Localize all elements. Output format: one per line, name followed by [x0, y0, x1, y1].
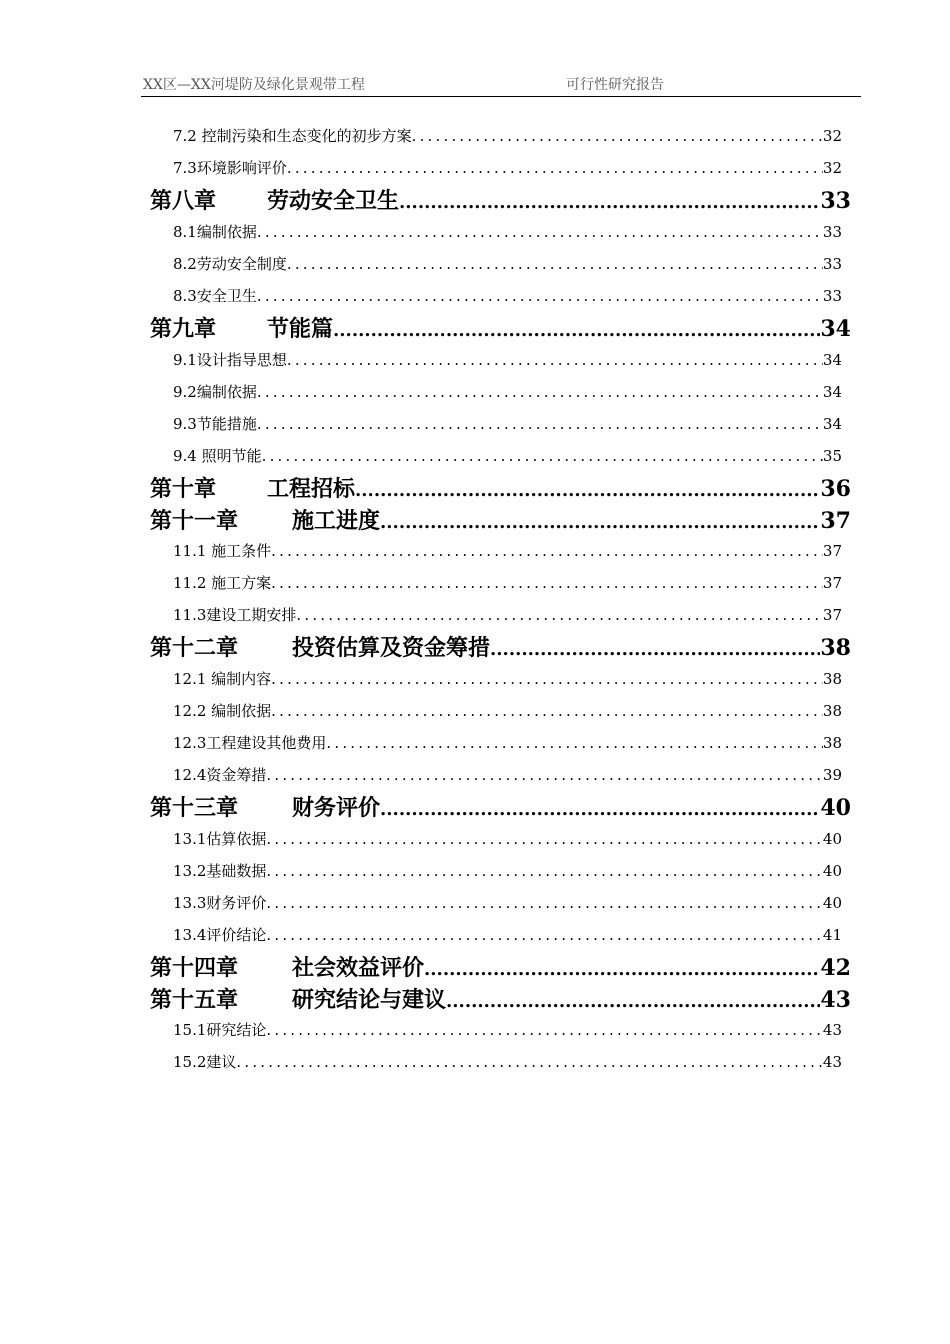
toc-page-number: 37: [822, 606, 842, 624]
toc-chapter-entry[interactable]: [150, 951, 851, 981]
toc-page-number: 36: [820, 476, 851, 502]
toc-section-entry[interactable]: [173, 413, 842, 435]
toc-chapter-number: 第十一章: [150, 508, 239, 534]
toc-chapter-entry[interactable]: [150, 504, 851, 534]
toc-section-label: 9.1设计指导思想: [173, 351, 287, 369]
toc-leader-dots: [266, 894, 823, 912]
toc-chapter-entry[interactable]: [150, 184, 851, 214]
toc-section-entry[interactable]: [173, 604, 842, 626]
toc-page-number: 38: [822, 734, 842, 752]
toc-page-number: 35: [822, 447, 842, 465]
toc-leader-dots: [271, 702, 823, 720]
toc-leader-dots: [412, 127, 823, 145]
toc-chapter-number: 第九章: [150, 316, 217, 342]
toc-chapter-label: [150, 951, 424, 981]
toc-leader-dots: [266, 1021, 823, 1039]
toc-section-entry[interactable]: [173, 1051, 842, 1073]
toc-section-entry[interactable]: [173, 892, 842, 914]
toc-leader-dots: [266, 766, 823, 784]
header-report-title: 可行性研究报告: [566, 77, 664, 93]
toc-page-number: 38: [820, 635, 851, 661]
toc-chapter-label: [150, 184, 399, 214]
toc-page-number: 38: [822, 702, 842, 720]
toc-section-label: 7.2 控制污染和生态变化的初步方案: [173, 127, 412, 145]
toc-leader-dots: [266, 862, 823, 880]
toc-section-entry[interactable]: [173, 253, 842, 275]
toc-chapter-number: 第八章: [150, 188, 217, 214]
toc-leader-dots: [266, 830, 823, 848]
toc-chapter-entry[interactable]: [150, 472, 851, 502]
toc-leader-dots: [262, 447, 823, 465]
toc-section-entry[interactable]: [173, 668, 842, 690]
toc-page-number: 43: [820, 987, 851, 1013]
toc-section-entry[interactable]: [173, 924, 842, 946]
toc-section-label: 9.4 照明节能: [173, 447, 262, 465]
toc-section-entry[interactable]: [173, 572, 842, 594]
toc-chapter-title: 投资估算及资金筹措: [292, 635, 491, 661]
toc-leader-dots: [424, 959, 820, 980]
toc-page-number: 40: [822, 894, 842, 912]
toc-section-label: 11.2 施工方案: [173, 574, 272, 592]
toc-page-number: 43: [822, 1021, 842, 1039]
toc-chapter-title: 财务评价: [292, 795, 381, 821]
toc-section-label: 7.3环境影响评价: [173, 159, 287, 177]
toc-leader-dots: [257, 223, 823, 241]
toc-leader-dots: [326, 734, 823, 752]
toc-page-number: 42: [820, 955, 851, 981]
toc-page-number: 40: [822, 830, 842, 848]
toc-chapter-number: 第十四章: [150, 955, 239, 981]
toc-leader-dots: [333, 320, 820, 341]
toc-section-label: 13.1估算依据: [173, 830, 267, 848]
toc-leader-dots: [399, 192, 820, 213]
header-project-title: XX区—XX河堤防及绿化景观带工程: [143, 77, 365, 93]
toc-chapter-title: 劳动安全卫生: [267, 188, 400, 214]
toc-page-number: 34: [822, 351, 842, 369]
toc-page-number: 38: [822, 670, 842, 688]
toc-leader-dots: [287, 351, 823, 369]
toc-section-entry[interactable]: [173, 1019, 842, 1041]
toc-page-number: 32: [822, 127, 842, 145]
toc-leader-dots: [266, 926, 823, 944]
toc-section-label: 15.2建议: [173, 1053, 237, 1071]
toc-section-entry[interactable]: [173, 381, 842, 403]
toc-section-entry[interactable]: [173, 540, 842, 562]
toc-chapter-label: [150, 631, 490, 661]
toc-section-label: 9.3节能措施: [173, 415, 257, 433]
toc-chapter-title: 工程招标: [267, 476, 356, 502]
toc-page-number: 33: [822, 287, 842, 305]
toc-page-number: 40: [822, 862, 842, 880]
page-header: [141, 74, 861, 97]
toc-section-label: 8.2劳动安全制度: [173, 255, 287, 273]
toc-chapter-label: [150, 504, 380, 534]
toc-leader-dots: [271, 670, 823, 688]
toc-page-number: 37: [822, 542, 842, 560]
toc-chapter-title: 研究结论与建议: [292, 987, 447, 1013]
toc-section-entry[interactable]: [173, 860, 842, 882]
toc-leader-dots: [380, 512, 820, 533]
toc-chapter-label: [150, 791, 380, 821]
toc-section-label: 13.4评价结论: [173, 926, 267, 944]
toc-chapter-label: [150, 472, 355, 502]
toc-section-entry[interactable]: [173, 221, 842, 243]
toc-leader-dots: [490, 639, 820, 660]
toc-section-label: 12.3工程建设其他费用: [173, 734, 327, 752]
toc-page-number: 41: [822, 926, 842, 944]
toc-page-number: 37: [822, 574, 842, 592]
toc-chapter-number: 第十章: [150, 476, 217, 502]
toc-section-label: 11.3建设工期安排: [173, 606, 297, 624]
toc-chapter-number: 第十二章: [150, 635, 239, 661]
toc-section-label: 9.2编制依据: [173, 383, 257, 401]
toc-page-number: 34: [822, 415, 842, 433]
toc-page-number: 40: [820, 795, 851, 821]
toc-page-number: 37: [820, 508, 851, 534]
toc-section-entry[interactable]: [173, 732, 842, 754]
toc-section-entry[interactable]: [173, 764, 842, 786]
toc-section-label: 13.2基础数据: [173, 862, 267, 880]
toc-leader-dots: [287, 159, 823, 177]
toc-section-label: 11.1 施工条件: [173, 542, 272, 560]
toc-leader-dots: [271, 574, 823, 592]
toc-leader-dots: [446, 991, 820, 1012]
toc-section-entry[interactable]: [173, 125, 842, 147]
toc-leader-dots: [380, 799, 820, 820]
toc-section-label: 8.1编制依据: [173, 223, 257, 241]
toc-chapter-entry[interactable]: [150, 631, 851, 661]
toc-section-label: 8.3安全卫生: [173, 287, 257, 305]
toc-leader-dots: [355, 480, 820, 501]
toc-section-entry[interactable]: [173, 157, 842, 179]
toc-chapter-entry[interactable]: [150, 312, 851, 342]
toc-leader-dots: [287, 255, 823, 273]
toc-chapter-title: 节能篇: [267, 316, 334, 342]
toc-leader-dots: [257, 415, 823, 433]
toc-page-number: 43: [822, 1053, 842, 1071]
toc-section-label: 12.1 编制内容: [173, 670, 272, 688]
toc-section-label: 13.3财务评价: [173, 894, 267, 912]
toc-chapter-number: 第十五章: [150, 987, 239, 1013]
toc-page-number: 33: [822, 255, 842, 273]
toc-leader-dots: [271, 542, 823, 560]
toc-section-label: 12.2 编制依据: [173, 702, 272, 720]
toc-chapter-label: [150, 312, 333, 342]
toc-page-number: 34: [820, 316, 851, 342]
toc-page-number: 33: [822, 223, 842, 241]
toc-section-label: 15.1研究结论: [173, 1021, 267, 1039]
toc-section-entry[interactable]: [173, 285, 842, 307]
toc-page-number: 34: [822, 383, 842, 401]
toc-section-entry[interactable]: [173, 828, 842, 850]
toc-section-entry[interactable]: [173, 700, 842, 722]
toc-chapter-number: 第十三章: [150, 795, 239, 821]
toc-chapter-entry[interactable]: [150, 983, 851, 1013]
toc-chapter-entry[interactable]: [150, 791, 851, 821]
toc-chapter-title: 社会效益评价: [292, 955, 425, 981]
toc-section-label: 12.4资金筹措: [173, 766, 267, 784]
toc-chapter-label: [150, 983, 446, 1013]
toc-page-number: 33: [820, 188, 851, 214]
toc-section-entry[interactable]: [173, 445, 842, 467]
toc-leader-dots: [257, 383, 823, 401]
toc-leader-dots: [296, 606, 823, 624]
toc-page-number: 39: [822, 766, 842, 784]
toc-leader-dots: [257, 287, 823, 305]
toc-section-entry[interactable]: [173, 349, 842, 371]
toc-page-number: 32: [822, 159, 842, 177]
toc-leader-dots: [236, 1053, 823, 1071]
toc-chapter-title: 施工进度: [292, 508, 381, 534]
